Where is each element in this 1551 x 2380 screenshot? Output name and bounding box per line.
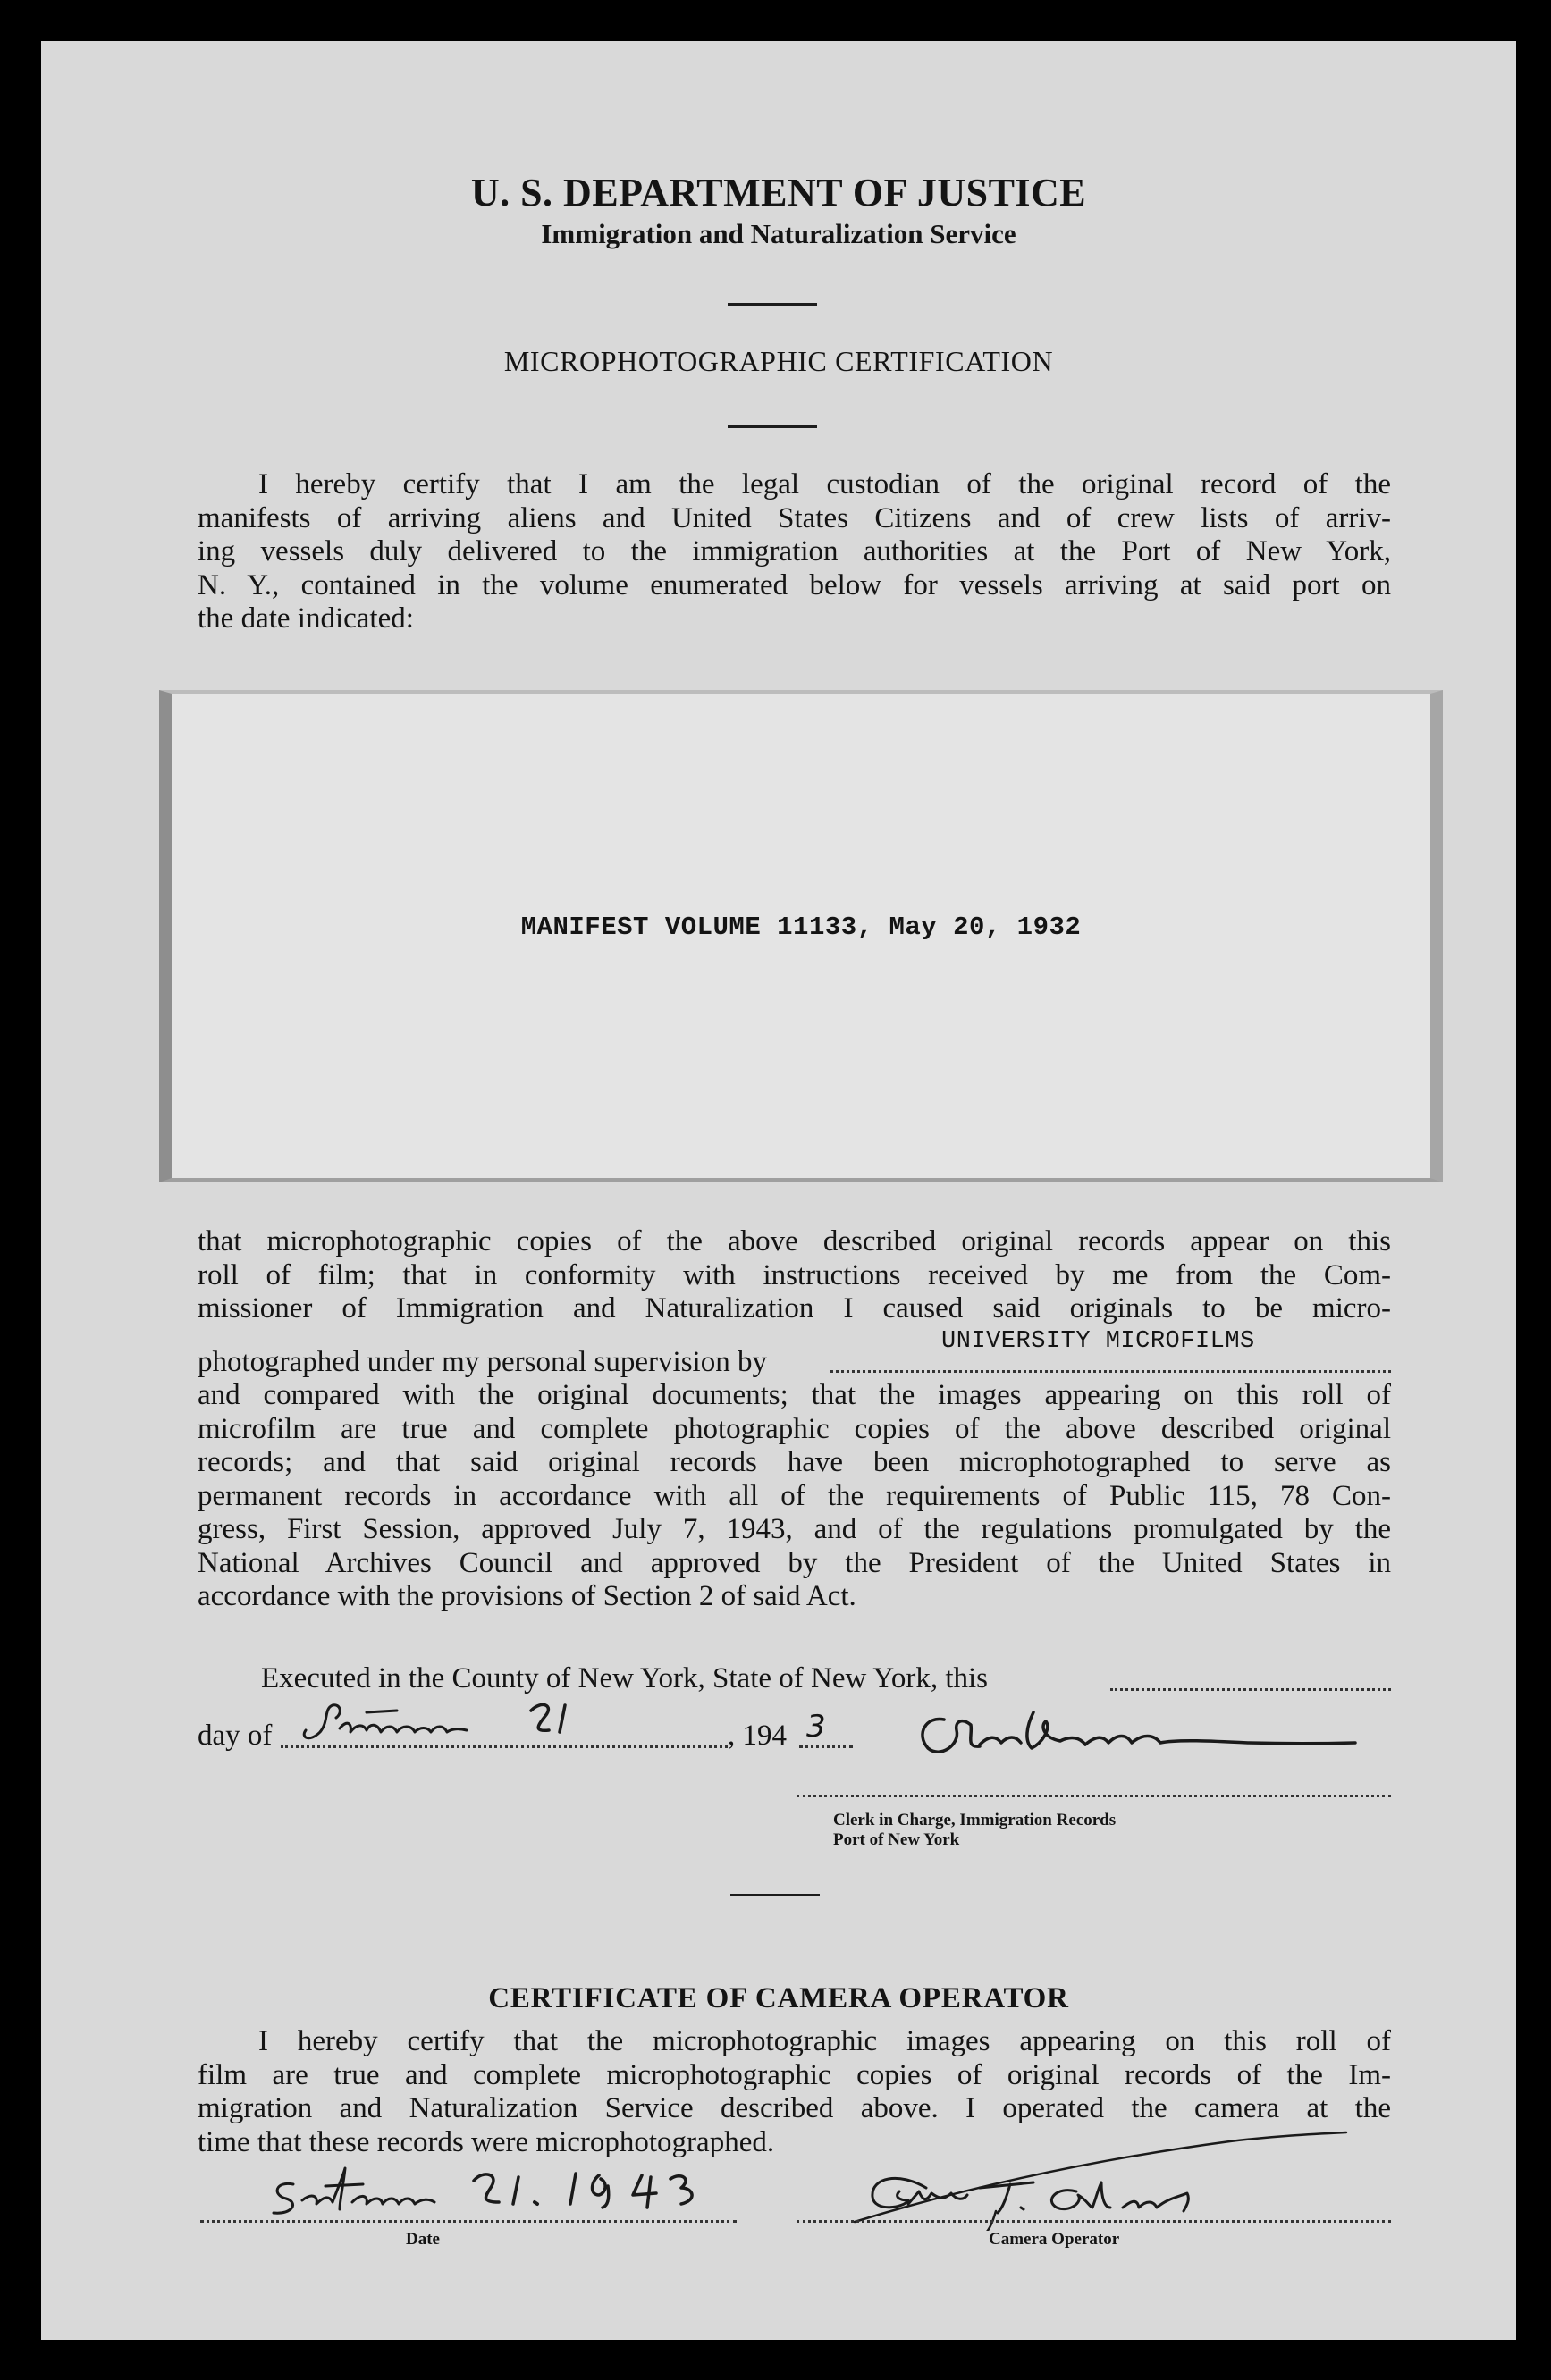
year-label	[728, 1720, 787, 1753]
text-line: I hereby certify that the microphotographic images appearing on this roll of	[258, 2025, 1391, 2057]
executed-date-handwriting	[281, 1693, 728, 1746]
clerk-signature-line	[797, 1795, 1391, 1797]
certification-title: MICROPHOTOGRAPHIC CERTIFICATION	[503, 345, 1054, 377]
microfilmer-name: UNIVERSITY MICROFILMS	[941, 1328, 1255, 1355]
text-line: the date indicated:	[198, 602, 414, 635]
intro-paragraph	[198, 468, 1391, 636]
text-line: permanent records in accordance with all of the requirements of Public 115, 78 Con-	[198, 1479, 1391, 1512]
text-line: gress, First Session, approved July 7, 1943, and of the regulations promulgated by the	[198, 1513, 1391, 1545]
service-subheading: Immigration and Naturalization Service	[541, 218, 1016, 249]
body-paragraph-continued	[198, 1379, 1391, 1614]
text-line: roll of film; that in conformity with instructions received by me from the Com-	[198, 1258, 1391, 1291]
clerk-title-line: Clerk in Charge, Immigration Records	[833, 1811, 1117, 1829]
clerk-signature	[908, 1695, 1409, 1766]
day-dotted-line	[1110, 1688, 1391, 1691]
text-line: ing vessels duly delivered to the immigration authorities at the Port of New York,	[198, 535, 1391, 568]
text-line: film are true and complete microphotographic copies of original records of the Im-	[198, 2058, 1391, 2091]
text-line: manifests of arriving aliens and United States Citizens and of crew lists of arriv-	[198, 501, 1391, 534]
department-heading: U. S. DEPARTMENT OF JUSTICE	[470, 171, 1087, 214]
divider-rule	[728, 303, 817, 306]
operator-signature-line	[797, 2220, 1391, 2223]
text-line: accordance with the provisions of Section 2 of said Act.	[198, 1580, 856, 1612]
clerk-title	[833, 1811, 1116, 1850]
operator-date-handwriting	[240, 2150, 776, 2231]
text-line: I hereby certify that I am the legal custodian of the original record of the	[258, 468, 1391, 500]
manifest-volume-text: MANIFEST VOLUME 11133, May 20, 1932	[520, 912, 1082, 942]
camera-operator-label: Camera Operator	[989, 2230, 1120, 2249]
text-line: National Archives Council and approved by the President of the United States in	[198, 1546, 1391, 1579]
year-digit: 3	[806, 1709, 826, 1745]
executed-text: Executed in the County of New York, State of New York, this	[261, 1662, 989, 1695]
text-line: N. Y., contained in the volume enumerated below for vessels arriving at said port on	[198, 568, 1391, 601]
camera-operator-signature	[846, 2115, 1409, 2231]
certificate-page	[41, 41, 1516, 2340]
text-line: that microphotographic copies of the above described original records appear on this	[198, 1225, 1391, 1257]
divider-rule	[730, 1894, 820, 1896]
year-prefix: , 194	[728, 1720, 787, 1752]
date-signature-line	[200, 2220, 737, 2223]
text-line: time that these records were microphotographed.	[198, 2125, 775, 2158]
date-label: Date	[406, 2230, 440, 2249]
year-dotted-line	[799, 1745, 853, 1748]
text-line: and compared with the original documents; that the images appearing on this roll of	[198, 1379, 1391, 1411]
text-line: migration and Naturalization Service described above. I operated the camera at the	[198, 2092, 1391, 2124]
divider-rule	[728, 425, 817, 428]
body-paragraph	[198, 1225, 1391, 1326]
day-of-label: day of	[198, 1720, 273, 1752]
manifest-volume-slip	[159, 690, 1443, 1182]
text-line: microfilm are true and complete photographic copies of the above described original	[198, 1412, 1391, 1445]
clerk-title-line: Port of New York	[833, 1830, 960, 1849]
text-line: missioner of Immigration and Naturalization I caused said originals to be micro-	[198, 1292, 1391, 1325]
microfilmer-dotted-line	[830, 1370, 1391, 1373]
supervision-text: photographed under my personal supervision by	[198, 1346, 767, 1378]
camera-operator-heading: CERTIFICATE OF CAMERA OPERATOR	[488, 1982, 1069, 2014]
text-line: records; and that said original records have been microphotographed to serve as	[198, 1446, 1391, 1478]
